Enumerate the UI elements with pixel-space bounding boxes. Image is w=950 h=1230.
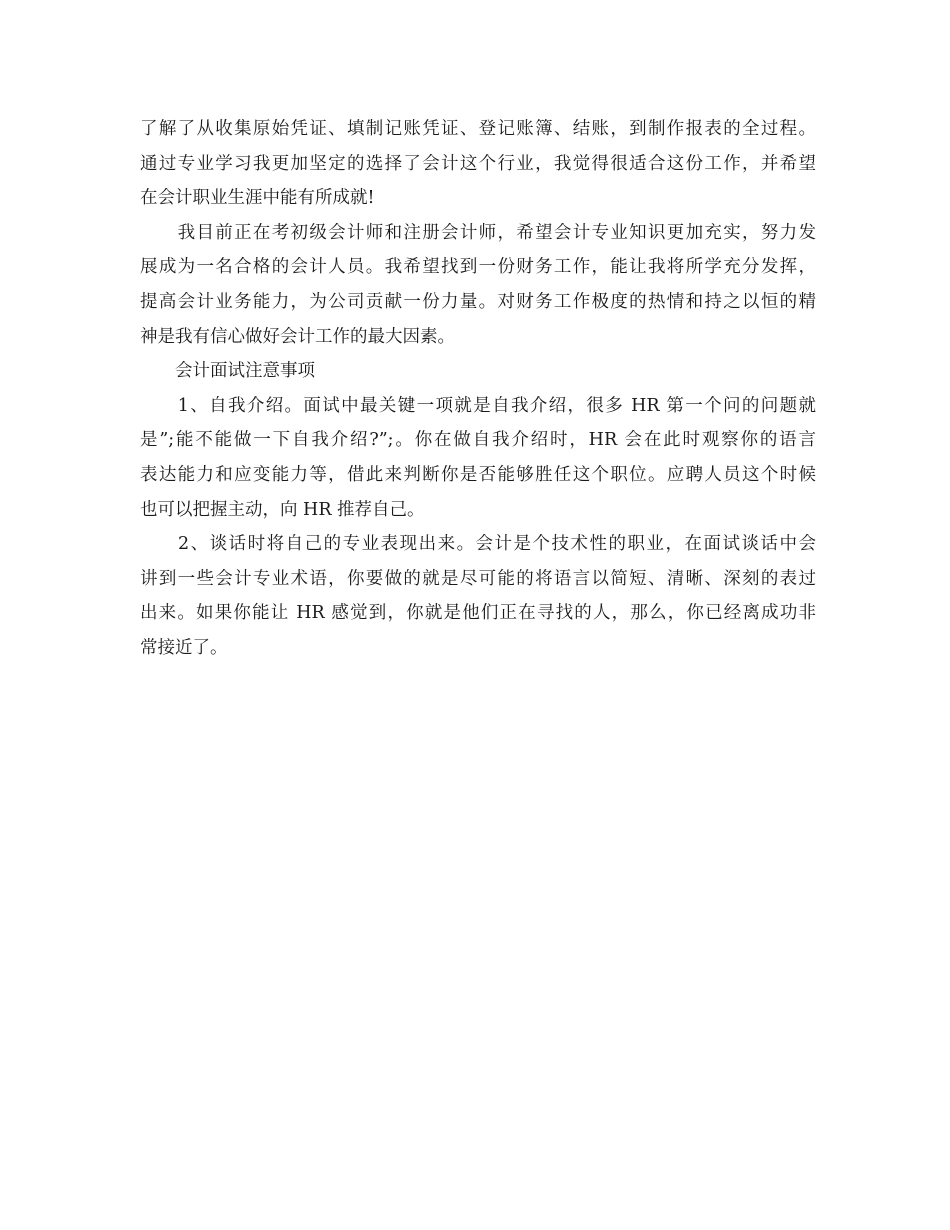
text-line: 通过专业学习我更加坚定的选择了会计这个行业，我觉得很适合这份工作，并希望 [140, 153, 816, 174]
text-line: 出来。如果你能让 HR 感觉到，你就是他们正在寻找的人，那么，你已经离成功非 [140, 603, 816, 624]
text-line: 神是我有信心做好会计工作的最大因素。 [140, 326, 455, 347]
text-line: 在会计职业生涯中能有所成就! [140, 188, 375, 209]
text-line: 是”;能不能做一下自我介绍?”;。你在做自我介绍时，HR 会在此时观察你的语言 [140, 430, 816, 451]
text-line: 我目前正在考初级会计师和注册会计师，希望会计专业知识更加充实，努力发 [140, 222, 816, 243]
text-line: 讲到一些会计专业术语，你要做的就是尽可能的将语言以简短、清晰、深刻的表过 [140, 568, 816, 589]
text-line: 提高会计业务能力，为公司贡献一份力量。对财务工作极度的热情和持之以恒的精 [140, 291, 816, 312]
text-line: 展成为一名合格的会计人员。我希望找到一份财务工作，能让我将所学充分发挥， [140, 257, 816, 278]
document-body [140, 112, 816, 666]
text-line: 表达能力和应变能力等，借此来判断你是否能够胜任这个职位。应聘人员这个时候 [140, 464, 816, 485]
text-line: 了解了从收集原始凭证、填制记账凭证、登记账簿、结账，到制作报表的全过程。 [140, 119, 816, 139]
section-heading: 会计面试注意事项 [140, 361, 315, 382]
text-line: 也可以把握主动，向 HR 推荐自己。 [140, 499, 425, 520]
text-line: 常接近了。 [140, 637, 228, 658]
text-line: 2、谈话时将自己的专业表现出来。会计是个技术性的职业，在面试谈话中会 [140, 534, 816, 555]
text-line: 1、自我介绍。面试中最关键一项就是自我介绍，很多 HR 第一个问的问题就 [140, 395, 816, 416]
